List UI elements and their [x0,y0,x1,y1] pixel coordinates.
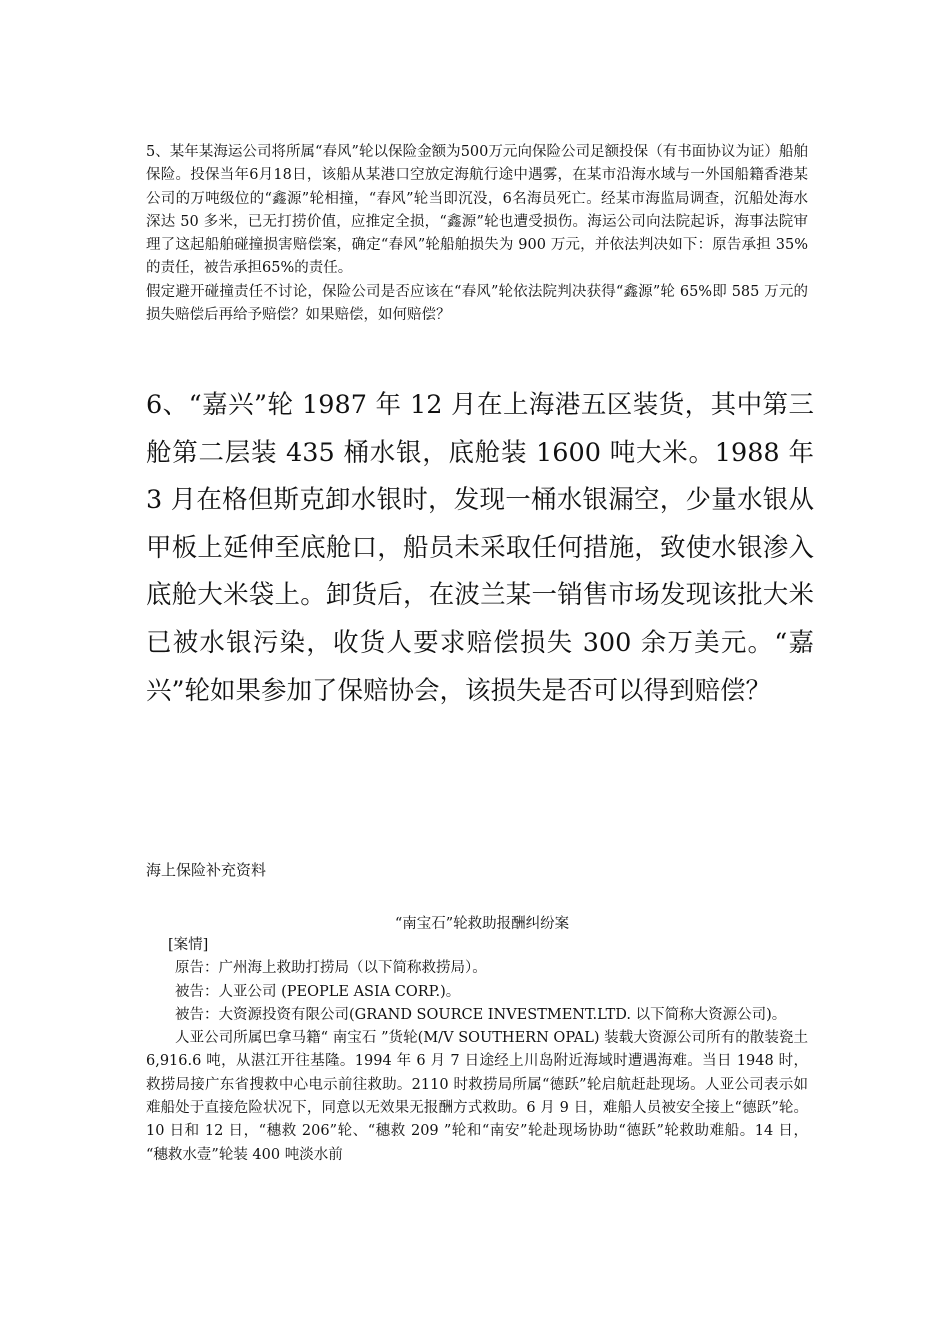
question-6-text: 6、“嘉兴”轮 1987 年 12 月在上海港五区装货，其中第三舱第二层装 435 桶水银，底舱装 1600 吨大米。1988 年 3 月在格但斯克卸水银时，发现一桶水银漏空，少量水银从甲板上延伸至底舱口，船员未采取任何措施，致使水银渗入底舱大米袋上。卸货后，在波兰某一销售市场发现该批大米已被水银污染，收货人要求赔偿损失 300 余万美元。“嘉兴”轮如果参加了保赔协会，该损失是否可以得到赔偿？ [146,390,814,706]
plaintiff-line: 原告：广州海上救助打捞局（以下简称救捞局）。 [175,960,487,977]
question-5 [146,141,808,327]
defendant-1-line: 被告：人亚公司 (PEOPLE ASIA CORP.)。 [175,983,461,1000]
question-5-paragraph-2: 假定避开碰撞责任不讨论，保险公司是否应该在“春风”轮依法院判决获得“鑫源”轮 65%即 585 万元的损失赔偿后再给予赔偿？如果赔偿，如何赔偿？ [146,283,808,324]
question-5-paragraph-1: 5、某年某海运公司将所属“春风”轮以保险金额为500万元向保险公司足额投保（有书面协议为证）船舶保险。投保当年6月18日，该船从某港口空放定海航行途中遇雾，在某市沿海水域与一外国船籍香港某公司的万吨级位的“鑫源”轮相撞，“春风”轮当即沉没，6名海员死亡。经某市海监局调查，沉船处海水深达 50 多米，已无打捞价值，应推定全损，“鑫源”轮也遭受损伤。海运公司向法院起诉，海事法院审理了这起船舶碰撞损害赔偿案，确定“春风”轮船舶损失为 900 万元，并依法判决如下：原告承担 35%的责任，被告承担65%的责任。 [146,144,808,277]
case-title: “南宝石”轮救助报酬纠纷案 [394,916,570,932]
defendant-2-line: 被告：大资源投资有限公司(GRAND SOURCE INVESTMENT.LTD. 以下简称大资源公司)。 [175,1006,787,1023]
case-body [146,934,808,1167]
case-facts: 人亚公司所属巴拿马籍“ 南宝石 ”货轮(M/V SOUTHERN OPAL) 装载大资源公司所有的散装瓷土 6,916.6 吨，从湛江开往基隆。1994 年 6 月 7 日途经上川岛附近海域时遭遇海难。当日 1948 时，救捞局接广东省搜救中心电示前往救助。2110 时救捞局所属“德跃”轮启航赶赴现场。人亚公司表示如难船处于直接危险状况下，同意以无效果无报酬方式救助。6 月 9 日，难船人员被安全接上“德跃”轮。10 日和 12 日，“穗救 206”轮、“穗救 209 ”轮和“南安”轮赴现场协助“德跃”轮救助难船。14 日， “穗救水壹”轮装 400 吨淡水前 [146,1030,808,1163]
section-title: 海上保险补充资料 [146,861,267,879]
case-label: [案情] [168,937,209,953]
question-6 [146,382,814,715]
